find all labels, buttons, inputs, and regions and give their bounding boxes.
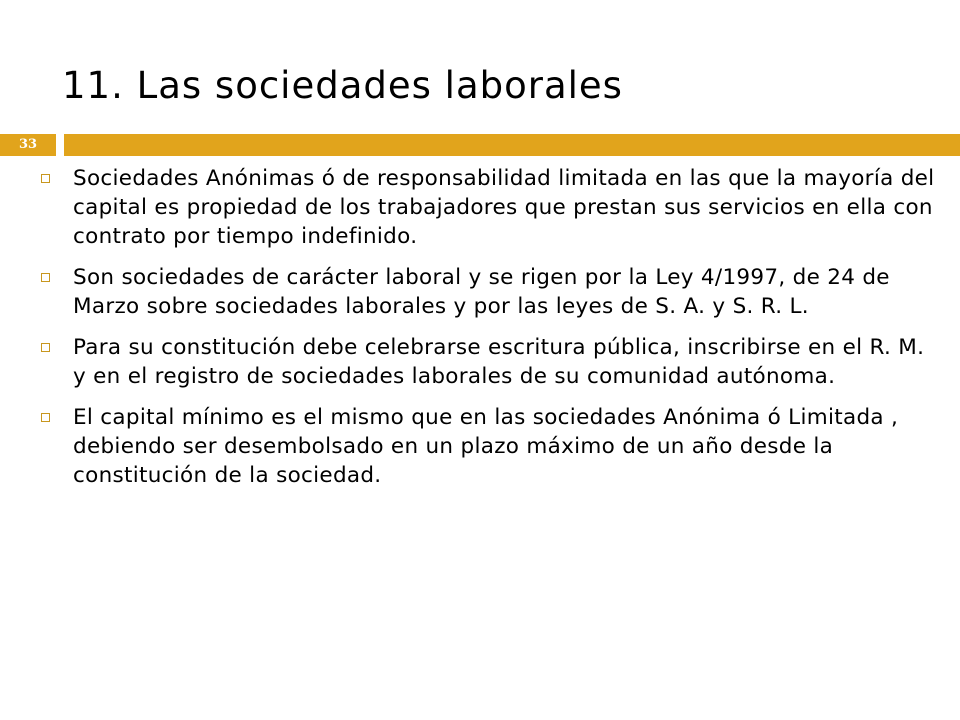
page-number-badge: 33 xyxy=(0,134,56,156)
bullet-text: Para su constitución debe celebrarse escritura pública, inscribirse en el R. M. y en el registro de sociedades laborales de su comunidad autónoma. xyxy=(73,335,925,389)
bullet-text: El capital mínimo es el mismo que en las sociedades Anónima ó Limitada , debiendo ser desembolsado en un plazo máximo de un año desde la constitución de la sociedad. xyxy=(73,405,899,488)
square-bullet-icon xyxy=(41,343,50,352)
list-item xyxy=(36,263,936,321)
square-bullet-icon xyxy=(41,413,50,422)
accent-bar xyxy=(64,134,960,156)
list-item xyxy=(36,403,936,490)
square-bullet-icon xyxy=(41,273,50,282)
bullet-text: Son sociedades de carácter laboral y se rigen por la Ley 4/1997, de 24 de Marzo sobre sociedades laborales y por las leyes de S. A. y S. R. L. xyxy=(73,265,890,319)
square-bullet-icon xyxy=(41,174,50,183)
bullet-list xyxy=(36,164,936,502)
list-item xyxy=(36,164,936,251)
page-title: 11. Las sociedades laborales xyxy=(62,64,623,107)
list-item xyxy=(36,333,936,391)
bullet-text: Sociedades Anónimas ó de responsabilidad limitada en las que la mayoría del capital es propiedad de los trabajadores que prestan sus servicios en ella con contrato por tiempo indefinido. xyxy=(73,166,935,249)
